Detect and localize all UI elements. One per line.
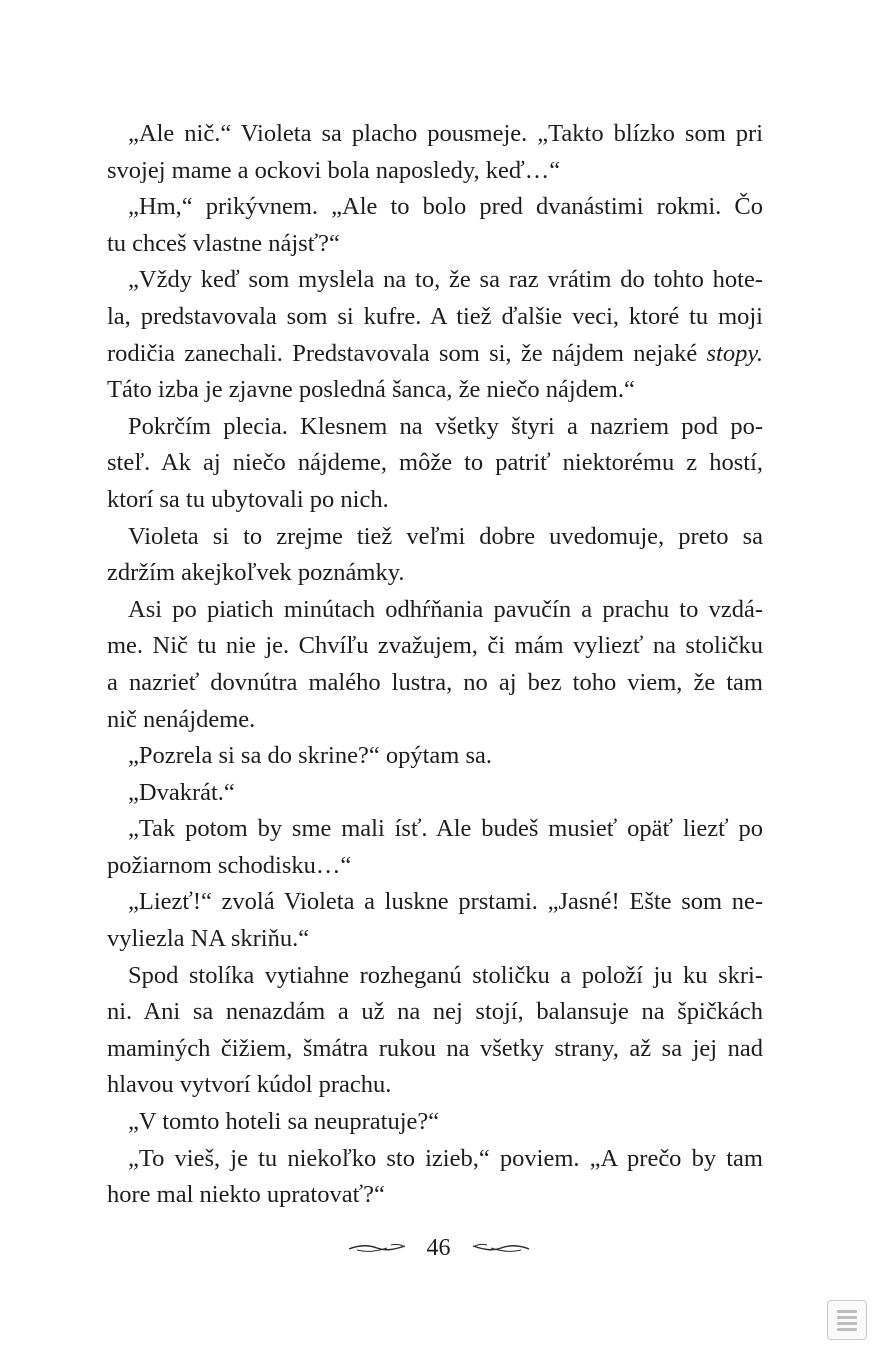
text-line: „Hm,“ prikývnem. „Ale to bolo pred dvanástimi rokmi. Čo bbox=[128, 193, 763, 221]
text-line: rodičia zanechali. Predstavovala som si, že nájdem nejaké stopy. bbox=[107, 339, 763, 367]
emphasized-word: stopy. bbox=[706, 339, 763, 367]
text-line: Táto izba je zjavne posledná šanca, že niečo nájdem.“ bbox=[107, 376, 635, 404]
text-line: hore mal niekto upratovať?“ bbox=[107, 1181, 385, 1209]
text-line: „Vždy keď som myslela na to, že sa raz vrátim do tohto hote- bbox=[128, 266, 763, 294]
text-line: „Ale nič.“ Violeta sa placho pousmeje. „Takto blízko som pri bbox=[128, 120, 763, 147]
text-line: „Tak potom by sme mali ísť. Ale budeš musieť opäť liezť po bbox=[128, 815, 763, 843]
text-line: Asi po piatich minútach odhŕňania pavučín a prachu to vzdá- bbox=[128, 595, 763, 623]
text-line: nič nenájdeme. bbox=[107, 705, 256, 733]
text-line: vyliezla NA skriňu.“ bbox=[107, 925, 310, 953]
text-line: ni. Ani sa nenazdám a už na nej stojí, balansuje na špičkách bbox=[107, 998, 763, 1026]
text-line: a nazrieť dovnútra malého lustra, no aj bez toho viem, že tam bbox=[107, 668, 763, 696]
text-line: požiarnom schodisku…“ bbox=[107, 851, 352, 879]
body-text bbox=[107, 116, 763, 1214]
page-number: 46 bbox=[426, 1235, 451, 1262]
text-line: Spod stolíka vytiahne rozheganú stoličku a položí ju ku skri- bbox=[128, 961, 763, 989]
flourish-left-icon bbox=[347, 1241, 407, 1255]
text-line: maminých čižiem, šmátra rukou na všetky strany, až sa jej nad bbox=[107, 1034, 763, 1062]
flourish-right-icon bbox=[471, 1241, 531, 1255]
text-line: „Pozrela si sa do skrine?“ opýtam sa. bbox=[128, 742, 492, 770]
text-line: svojej mame a ockovi bola naposledy, keď…“ bbox=[107, 156, 561, 184]
text-line: me. Nič tu nie je. Chvíľu zvažujem, či mám vyliezť na stoličku bbox=[107, 632, 763, 660]
text-line: hlavou vytvorí kúdol prachu. bbox=[107, 1071, 392, 1099]
text-line: Violeta si to zrejme tiež veľmi dobre uvedomuje, preto sa bbox=[128, 522, 763, 550]
text-line: „V tomto hoteli sa neupratuje?“ bbox=[128, 1108, 440, 1136]
page-menu-icon[interactable] bbox=[827, 1300, 867, 1340]
page-footer bbox=[0, 1230, 877, 1265]
text-line: tu chceš vlastne nájsť?“ bbox=[107, 229, 340, 257]
text-line: „Dvakrát.“ bbox=[128, 778, 235, 806]
text-line: ktorí sa tu ubytovali po nich. bbox=[107, 485, 389, 513]
text-line: la, predstavovala som si kufre. A tiež ďalšie veci, ktoré tu moji bbox=[107, 302, 763, 330]
text-line: steľ. Ak aj niečo nájdeme, môže to patriť niektorému z hostí, bbox=[107, 449, 763, 477]
text-line: Pokrčím plecia. Klesnem na všetky štyri a nazriem pod po- bbox=[128, 412, 763, 440]
text-line: „To vieš, je tu niekoľko sto izieb,“ poviem. „A prečo by tam bbox=[128, 1144, 763, 1172]
text-line: zdržím akejkoľvek poznámky. bbox=[107, 559, 405, 587]
text-line: „Liezť!“ zvolá Violeta a luskne prstami. „Jasné! Ešte som ne- bbox=[128, 888, 763, 916]
